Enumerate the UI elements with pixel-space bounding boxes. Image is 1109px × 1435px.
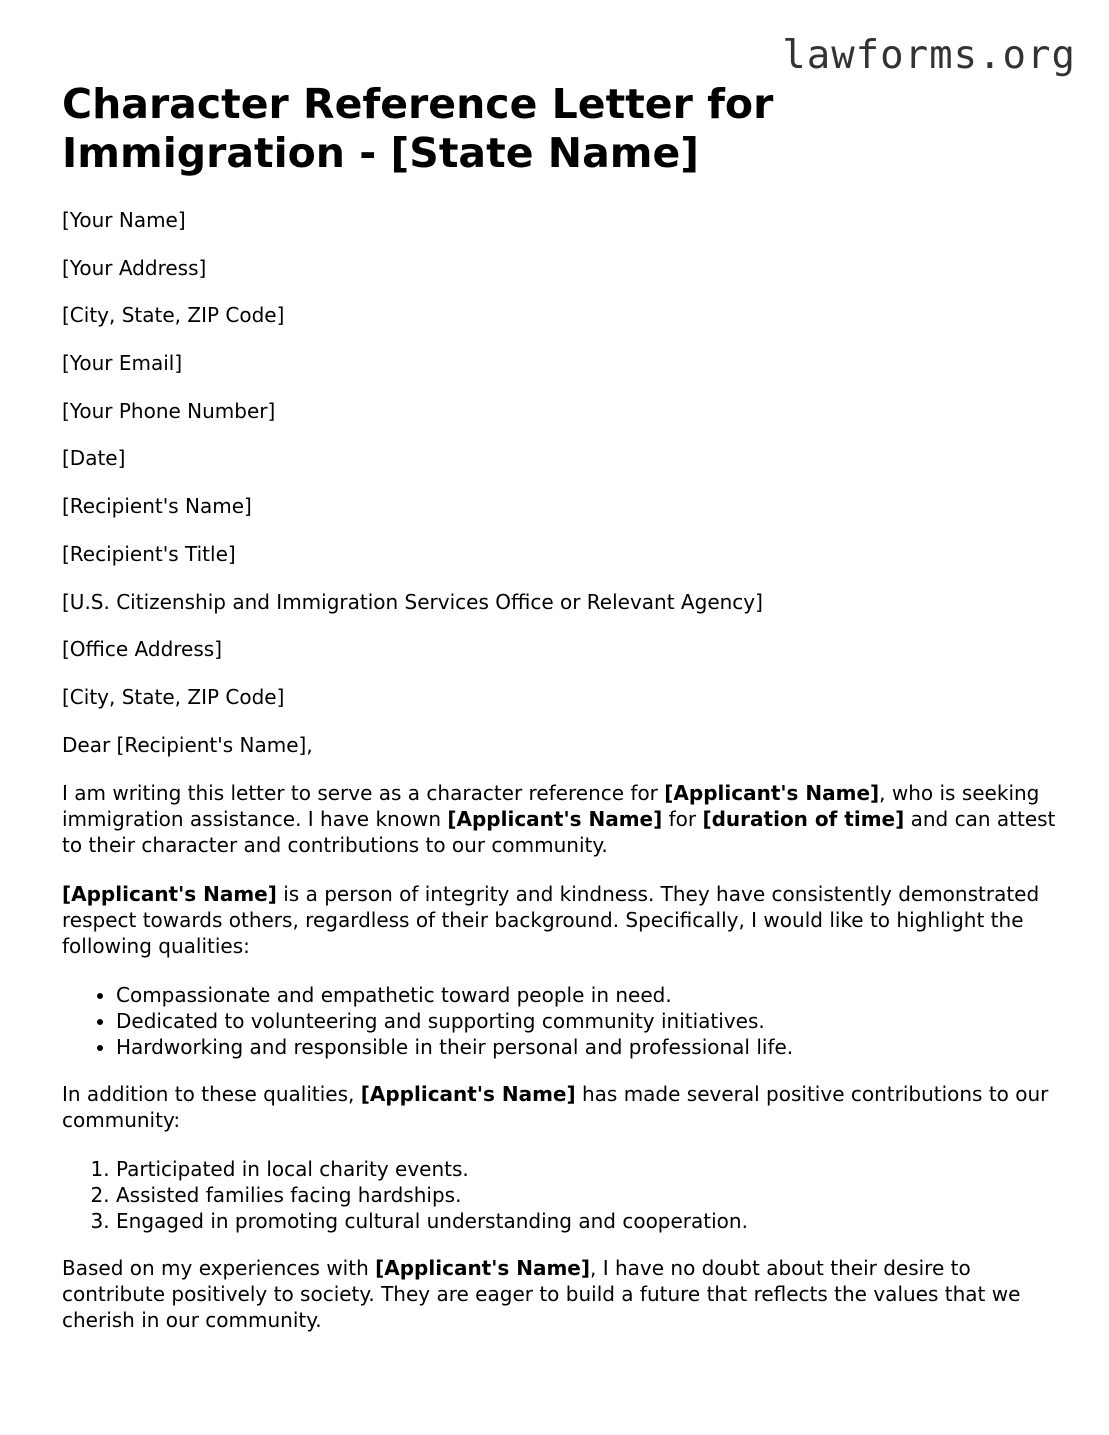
recipient-office-address: [Office Address] xyxy=(62,637,222,662)
list-item: 3. Engaged in promoting cultural understanding and cooperation. xyxy=(116,1208,1062,1234)
recipient-agency: [U.S. Citizenship and Immigration Services Office or Relevant Agency] xyxy=(62,589,763,614)
contributions-text-1: In addition to these qualities, xyxy=(62,1082,361,1107)
sender-phone: [Your Phone Number] xyxy=(62,398,276,423)
list-item: 1. Participated in local charity events. xyxy=(116,1156,1062,1182)
applicant-name-placeholder: [Applicant's Name] xyxy=(360,1082,576,1107)
applicant-name-placeholder: [Applicant's Name] xyxy=(664,781,880,806)
list-item: • Hardworking and responsible in their personal and professional life. xyxy=(116,1034,1062,1060)
sender-block xyxy=(62,208,1062,757)
contributions-list xyxy=(62,1156,1062,1234)
intro-text-1: I am writing this letter to serve as a character reference for xyxy=(62,781,665,806)
character-text: is a person of integrity and kindness. They have consistently demonstrated respect towards others, regardless of their background. Specifically, I would like to highlight the following qualities: xyxy=(62,882,1040,959)
applicant-name-placeholder: [Applicant's Name] xyxy=(375,1256,591,1281)
duration-placeholder: [duration of time] xyxy=(702,807,905,832)
salutation: Dear [Recipient's Name], xyxy=(62,732,313,757)
recipient-city-state-zip: [City, State, ZIP Code] xyxy=(62,684,285,709)
conclusion-paragraph xyxy=(62,1255,1062,1333)
list-item: 2. Assisted families facing hardships. xyxy=(116,1182,1062,1208)
applicant-name-placeholder: [Applicant's Name] xyxy=(62,882,277,907)
sender-city-state-zip: [City, State, ZIP Code] xyxy=(62,303,285,328)
recipient-title: [Recipient's Title] xyxy=(62,541,236,566)
list-item: • Dedicated to volunteering and supporting community initiatives. xyxy=(116,1008,1062,1034)
conclusion-text-2: , I have no doubt about their desire to contribute positively to society. They are eager to build a future that reflects the values that we cherish in our community. xyxy=(62,1256,1021,1333)
character-paragraph xyxy=(62,881,1062,959)
intro-text-4: and can attest to their character and contributions to our community. xyxy=(62,807,1056,858)
letter-date: [Date] xyxy=(62,446,126,471)
recipient-name: [Recipient's Name] xyxy=(62,494,252,519)
watermark-logo: lawforms.org xyxy=(782,33,1076,78)
letter-document xyxy=(62,80,1062,1356)
sender-name: [Your Name] xyxy=(62,208,186,232)
sender-email: [Your Email] xyxy=(62,351,183,376)
qualities-list xyxy=(62,982,1062,1060)
contributions-text-2: has made several positive contributions to our community: xyxy=(62,1082,1049,1133)
intro-text-2: , who is seeking immigration assistance. I have known xyxy=(62,781,1040,832)
list-item: • Compassionate and empathetic toward people in need. xyxy=(116,982,1062,1008)
intro-paragraph xyxy=(62,780,1062,858)
page-title: Character Reference Letter for Immigration - [State Name] xyxy=(62,80,774,177)
sender-address: [Your Address] xyxy=(62,255,207,280)
conclusion-text-1: Based on my experiences with xyxy=(62,1256,376,1281)
applicant-name-placeholder: [Applicant's Name] xyxy=(447,807,663,832)
intro-text-3: for xyxy=(662,807,703,832)
contributions-paragraph xyxy=(62,1081,1062,1133)
